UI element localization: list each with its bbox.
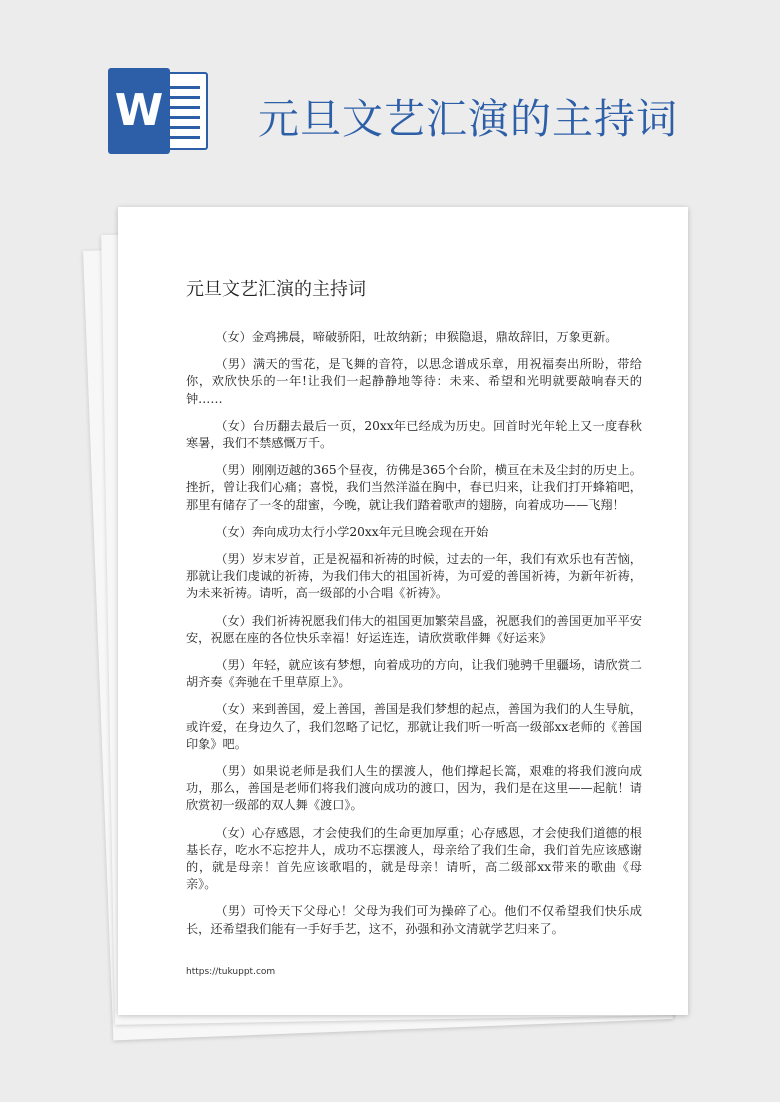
word-document-icon xyxy=(108,68,210,154)
document-title: 元旦文艺汇演的主持词 xyxy=(186,279,366,300)
paragraph: （女）来到善国，爱上善国，善国是我们梦想的起点，善国为我们的人生导航，或许爱，在身边久了，我们忽略了记忆，那就让我们听一听高一级部xx老师的《善国印象》吧。 xyxy=(186,702,642,751)
paragraph: （女）金鸡拂晨，啼破骄阳，吐故纳新；申猴隐退，鼎故辞旧，万象更新。 xyxy=(215,330,618,344)
paragraph: （男）可怜天下父母心！父母为我们可为操碎了心。他们不仅希望我们快乐成长，还希望我们能有一手好手艺，这不，孙强和孙文清就学艺归来了。 xyxy=(186,904,642,936)
paragraph: （男）如果说老师是我们人生的摆渡人，他们撑起长篙，艰难的将我们渡向成功，那么，善国是老师们将我们渡向成功的渡口，因为，我们是在这里——起航！请欣赏初一级部的双人舞《渡口》。 xyxy=(186,764,642,813)
paragraph: （男）年轻，就应该有梦想，向着成功的方向，让我们驰骋千里疆场，请欣赏二胡齐奏《奔驰在千里草原上》。 xyxy=(186,658,642,690)
paragraph: （男）刚刚迈越的365个昼夜，彷佛是365个台阶，横亘在未及尘封的历史上。挫折，曾让我们心痛；喜悦，我们当然洋溢在胸中，春已归来，让我们打开蜂箱吧，那里有储存了一冬的甜蜜，今晚，就让我们踏着歌声的翅膀，向着成功——飞翔！ xyxy=(186,463,642,512)
document-page xyxy=(118,207,688,1015)
paragraph: （女）心存感恩，才会使我们的生命更加厚重；心存感恩，才会使我们道德的根基长存，吃水不忘挖井人，成功不忘摆渡人，母亲给了我们生命，我们首先应该感谢的，就是母亲！首先应该歌唱的，就是母亲！请听，高二级部xx带来的歌曲《母亲》。 xyxy=(186,825,642,892)
header xyxy=(0,0,780,175)
paragraph: （男）满天的雪花，是飞舞的音符，以思念谱成乐章，用祝福奏出所盼，带给你，欢欣快乐的一年!让我们一起静静地等待：未来、希望和光明就要敲响春天的钟…… xyxy=(186,357,642,406)
footer-url: https://tukuppt.com xyxy=(186,967,276,977)
word-letter: W xyxy=(108,68,170,154)
paragraph: （女）台历翻去最后一页，20xx年已经成为历史。回首时光年轮上又一度春秋寒暑，我们不禁感慨万千。 xyxy=(186,418,642,451)
paragraph: （女）奔向成功太行小学20xx年元旦晚会现在开始 xyxy=(215,524,489,539)
page-title: 元旦文艺汇演的主持词 xyxy=(258,95,678,143)
paragraph: （男）岁末岁首，正是祝福和祈祷的时候，过去的一年，我们有欢乐也有苦恼，那就让我们虔诚的祈祷，为我们伟大的祖国祈祷，为可爱的善国祈祷，为新年祈祷，为未来祈祷。请听，高一级部的小合唱《祈祷》。 xyxy=(186,552,642,601)
paragraph: （女）我们祈祷祝愿我们伟大的祖国更加繁荣昌盛，祝愿我们的善国更加平平安安，祝愿在座的各位快乐幸福！好运连连，请欣赏歌伴舞《好运来》 xyxy=(186,613,642,645)
